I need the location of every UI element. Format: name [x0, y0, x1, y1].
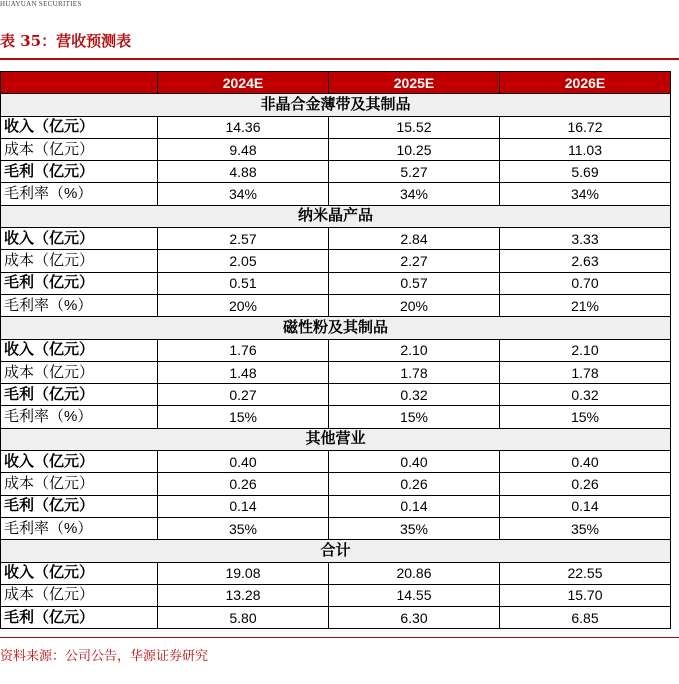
row-label: 毛利（亿元）: [1, 272, 158, 294]
value-cell: 34%: [329, 183, 500, 205]
table-row: [1, 562, 671, 584]
row-label: 毛利率（%）: [1, 406, 158, 428]
value-cell: 2.10: [329, 339, 500, 361]
row-label: 收入（亿元）: [1, 451, 158, 473]
row-label: 毛利（亿元）: [1, 384, 158, 406]
value-cell: 1.78: [500, 361, 671, 383]
row-label: 毛利（亿元）: [1, 607, 158, 629]
value-cell: 34%: [158, 183, 329, 205]
table-row: [1, 384, 671, 406]
value-cell: 2.63: [500, 250, 671, 272]
value-cell: 0.27: [158, 384, 329, 406]
value-cell: 6.85: [500, 607, 671, 629]
value-cell: 35%: [158, 517, 329, 539]
section-header-row: [1, 428, 671, 450]
row-label: 收入（亿元）: [1, 228, 158, 250]
value-cell: 0.70: [500, 272, 671, 294]
value-cell: 14.55: [329, 584, 500, 606]
value-cell: 0.40: [329, 451, 500, 473]
table-row: [1, 451, 671, 473]
value-cell: 0.40: [500, 451, 671, 473]
table-row: [1, 116, 671, 138]
table-row: [1, 339, 671, 361]
row-label: 毛利率（%）: [1, 294, 158, 316]
value-cell: 1.48: [158, 361, 329, 383]
row-label: 毛利（亿元）: [1, 161, 158, 183]
table-row: [1, 294, 671, 316]
table-title: 表 35：营收预测表: [0, 32, 132, 50]
header-col-2026e: 2026E: [500, 72, 671, 94]
row-label: 成本（亿元）: [1, 138, 158, 160]
value-cell: 34%: [500, 183, 671, 205]
value-cell: 15.52: [329, 116, 500, 138]
section-title: 磁性粉及其制品: [1, 317, 671, 339]
title-divider: [0, 58, 679, 60]
value-cell: 15%: [500, 406, 671, 428]
value-cell: 3.33: [500, 228, 671, 250]
value-cell: 0.14: [500, 495, 671, 517]
value-cell: 2.05: [158, 250, 329, 272]
value-cell: 1.78: [329, 361, 500, 383]
value-cell: 21%: [500, 294, 671, 316]
value-cell: 0.14: [158, 495, 329, 517]
table-row: [1, 495, 671, 517]
header-label-cell: [1, 72, 158, 94]
table-row: [1, 161, 671, 183]
source-note: 资料来源：公司公告，华源证券研究: [0, 649, 209, 664]
value-cell: 20.86: [329, 562, 500, 584]
forecast-table: [0, 71, 671, 629]
value-cell: 22.55: [500, 562, 671, 584]
table-row: [1, 228, 671, 250]
section-title: 其他营业: [1, 428, 671, 450]
table-row: [1, 406, 671, 428]
value-cell: 2.57: [158, 228, 329, 250]
value-cell: 0.51: [158, 272, 329, 294]
value-cell: 0.14: [329, 495, 500, 517]
value-cell: 20%: [158, 294, 329, 316]
value-cell: 0.26: [500, 473, 671, 495]
section-title: 合计: [1, 540, 671, 562]
value-cell: 2.27: [329, 250, 500, 272]
table-row: [1, 473, 671, 495]
section-header-row: [1, 94, 671, 116]
brand-name: HUAYUAN SECURITIES: [0, 0, 82, 8]
value-cell: 2.84: [329, 228, 500, 250]
row-label: 毛利率（%）: [1, 183, 158, 205]
value-cell: 0.32: [329, 384, 500, 406]
row-label: 毛利（亿元）: [1, 495, 158, 517]
section-header-row: [1, 540, 671, 562]
footer-divider: [0, 637, 679, 638]
value-cell: 2.10: [500, 339, 671, 361]
value-cell: 1.76: [158, 339, 329, 361]
value-cell: 0.26: [158, 473, 329, 495]
row-label: 成本（亿元）: [1, 473, 158, 495]
header-col-2025e: 2025E: [329, 72, 500, 94]
row-label: 成本（亿元）: [1, 250, 158, 272]
table-row: [1, 183, 671, 205]
value-cell: 13.28: [158, 584, 329, 606]
section-title: 非晶合金薄带及其制品: [1, 94, 671, 116]
row-label: 收入（亿元）: [1, 339, 158, 361]
table-row: [1, 250, 671, 272]
value-cell: 20%: [329, 294, 500, 316]
value-cell: 5.69: [500, 161, 671, 183]
row-label: 成本（亿元）: [1, 584, 158, 606]
value-cell: 9.48: [158, 138, 329, 160]
value-cell: 6.30: [329, 607, 500, 629]
row-label: 毛利率（%）: [1, 517, 158, 539]
table-row: [1, 517, 671, 539]
value-cell: 0.57: [329, 272, 500, 294]
row-label: 收入（亿元）: [1, 562, 158, 584]
value-cell: 35%: [329, 517, 500, 539]
table-row: [1, 138, 671, 160]
value-cell: 16.72: [500, 116, 671, 138]
table-row: [1, 361, 671, 383]
table-header-row: [1, 72, 671, 94]
header-col-2024e: 2024E: [158, 72, 329, 94]
row-label: 收入（亿元）: [1, 116, 158, 138]
value-cell: 11.03: [500, 138, 671, 160]
table-row: [1, 584, 671, 606]
value-cell: 35%: [500, 517, 671, 539]
value-cell: 14.36: [158, 116, 329, 138]
section-header-row: [1, 317, 671, 339]
value-cell: 15.70: [500, 584, 671, 606]
table-row: [1, 607, 671, 629]
value-cell: 19.08: [158, 562, 329, 584]
value-cell: 0.26: [329, 473, 500, 495]
value-cell: 0.40: [158, 451, 329, 473]
table-row: [1, 272, 671, 294]
value-cell: 15%: [158, 406, 329, 428]
table-body: [1, 94, 671, 629]
value-cell: 4.88: [158, 161, 329, 183]
section-header-row: [1, 205, 671, 227]
value-cell: 10.25: [329, 138, 500, 160]
value-cell: 15%: [329, 406, 500, 428]
value-cell: 0.32: [500, 384, 671, 406]
value-cell: 5.27: [329, 161, 500, 183]
row-label: 成本（亿元）: [1, 361, 158, 383]
value-cell: 5.80: [158, 607, 329, 629]
section-title: 纳米晶产品: [1, 205, 671, 227]
